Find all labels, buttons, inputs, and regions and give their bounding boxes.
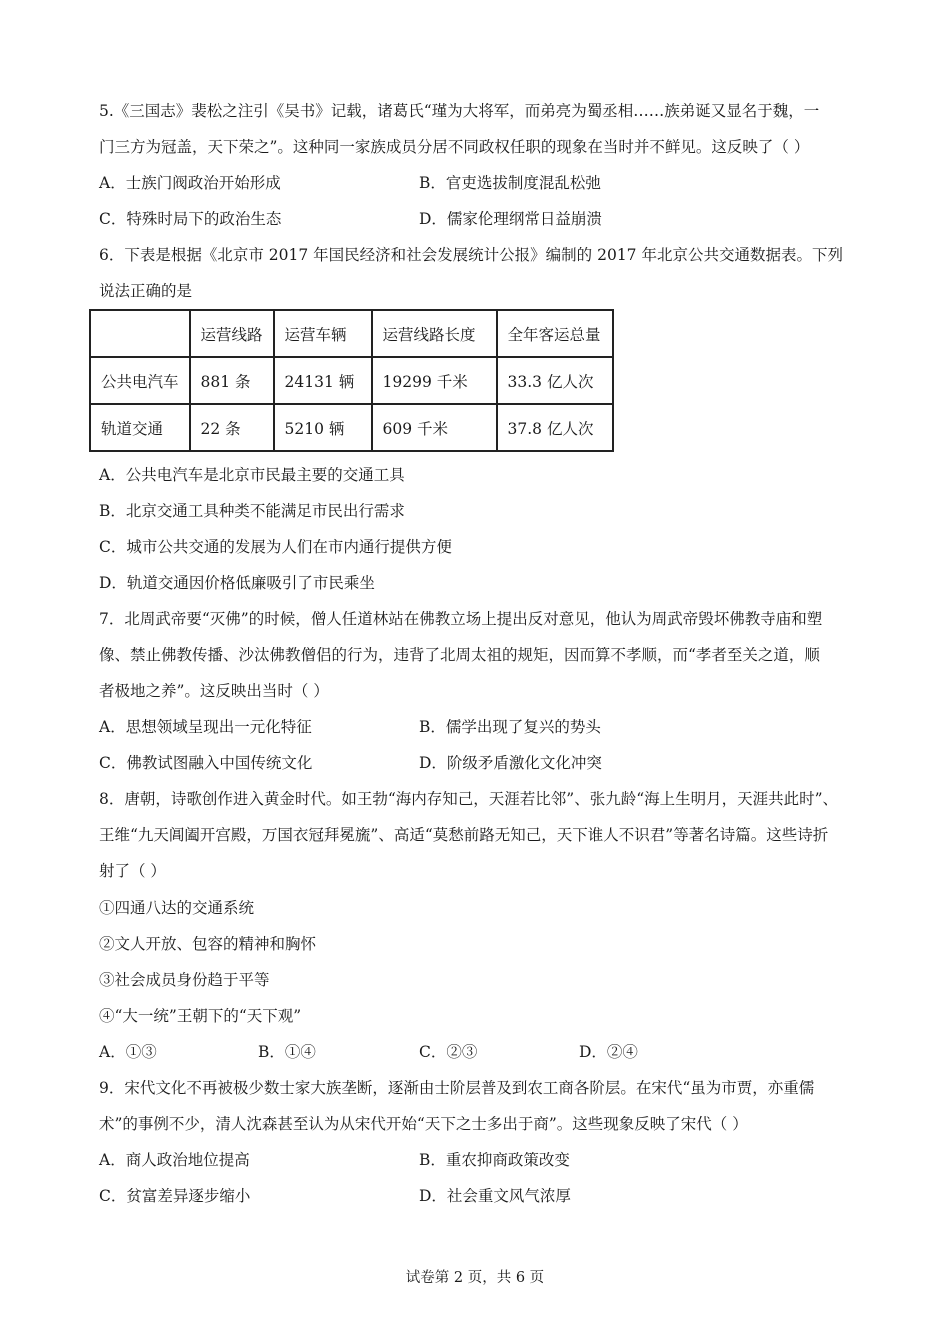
q7-option-d: D．阶级矛盾激化文化冲突 xyxy=(419,754,602,772)
q8-item-4: ④“大一统”王朝下的“天下观” xyxy=(99,1007,302,1025)
table-cell: 轨道交通 xyxy=(90,404,190,451)
q6-stem-line2: 说法正确的是 xyxy=(99,282,193,300)
q5-option-d: D．儒家伦理纲常日益崩溃 xyxy=(419,210,602,228)
q8-item-3: ③社会成员身份趋于平等 xyxy=(99,971,270,989)
q5-stem-line1: 5.《三国志》裴松之注引《吴书》记载，诸葛氏“瑾为大将军，而弟亮为蜀丞相……族弟诞又显名于魏，一 xyxy=(99,102,820,120)
q5-option-b: B．官吏选拔制度混乱松弛 xyxy=(419,174,601,192)
q5-option-a: A．士族门阀政治开始形成 xyxy=(99,174,281,192)
q9-option-c: C．贫富差异逐步缩小 xyxy=(99,1187,251,1205)
q7-stem-line3: 者极地之养”。这反映出当时（ ） xyxy=(99,682,329,700)
q5-option-c: C．特殊时局下的政治生态 xyxy=(99,210,282,228)
q9-stem-line2: 术”的事例不少，清人沈森甚至认为从宋代开始“天下之士多出于商”。这些现象反映了宋代（ ） xyxy=(99,1115,748,1133)
q7-stem-line1: 7．北周武帝要“灭佛”的时候，僧人任道林站在佛教立场上提出反对意见，他认为周武帝毁坏佛教寺庙和塑 xyxy=(99,610,823,628)
q9-option-b: B．重农抑商政策改变 xyxy=(419,1151,570,1169)
table-cell: 33.3 亿人次 xyxy=(497,357,613,404)
table-cell: 37.8 亿人次 xyxy=(497,404,613,451)
table-cell: 5210 辆 xyxy=(274,404,372,451)
page-footer: 试卷第 2 页，共 6 页 xyxy=(405,1270,545,1286)
table-cell: 公共电汽车 xyxy=(90,357,190,404)
q8-option-b: B．①④ xyxy=(258,1043,316,1061)
q8-stem-line3: 射了（ ） xyxy=(99,862,166,880)
q9-option-d: D．社会重文风气浓厚 xyxy=(419,1187,571,1205)
table-cell: 881 条 xyxy=(190,357,274,404)
q5-stem-line2: 门三方为冠盖，天下荣之”。这种同一家族成员分居不同政权任职的现象在当时并不鲜见。这反映了（ ） xyxy=(99,138,810,156)
q7-option-c: C．佛教试图融入中国传统文化 xyxy=(99,754,313,772)
q7-option-b: B．儒学出现了复兴的势头 xyxy=(419,718,601,736)
q8-item-2: ②文人开放、包容的精神和胸怀 xyxy=(99,935,317,953)
q6-option-b: B．北京交通工具种类不能满足市民出行需求 xyxy=(99,502,405,520)
q8-stem-line2: 王维“九天阊阖开宫殿，万国衣冠拜冕旒”、高适“莫愁前路无知己，天下谁人不识君”等著名诗篇。这些诗折 xyxy=(99,826,829,844)
q8-option-a: A．①③ xyxy=(99,1043,157,1061)
q8-stem-line1: 8．唐朝，诗歌创作进入黄金时代。如王勃“海内存知己，天涯若比邻”、张九龄“海上生明月，天涯共此时”、 xyxy=(99,790,839,808)
table-cell: 19299 千米 xyxy=(372,357,497,404)
q9-option-a: A．商人政治地位提高 xyxy=(99,1151,250,1169)
q6-stem-line1: 6．下表是根据《北京市 2017 年国民经济和社会发展统计公报》编制的 2017 年北京公共交通数据表。下列 xyxy=(99,246,843,264)
table-header-cell: 运营线路 xyxy=(190,310,274,357)
table-cell: 22 条 xyxy=(190,404,274,451)
table-header-cell: 运营线路长度 xyxy=(372,310,497,357)
q9-stem-line1: 9．宋代文化不再被极少数士家大族垄断，逐渐由士阶层普及到农工商各阶层。在宋代“虽为市贾，亦重儒 xyxy=(99,1079,815,1097)
q7-stem-line2: 像、禁止佛教传播、沙汰佛教僧侣的行为，违背了北周太祖的规矩，因而算不孝顺，而“孝者至关之道，顺 xyxy=(99,646,820,664)
table-header-cell xyxy=(90,310,190,357)
q7-option-a: A．思想领域呈现出一元化特征 xyxy=(99,718,312,736)
q6-option-d: D．轨道交通因价格低廉吸引了市民乘坐 xyxy=(99,574,375,592)
q6-data-table xyxy=(89,309,614,452)
table-header-cell: 运营车辆 xyxy=(274,310,372,357)
table-header-row xyxy=(90,310,613,357)
table-cell: 609 千米 xyxy=(372,404,497,451)
table-row xyxy=(90,404,613,451)
q8-item-1: ①四通八达的交通系统 xyxy=(99,899,255,917)
table-cell: 24131 辆 xyxy=(274,357,372,404)
q8-option-d: D．②④ xyxy=(579,1043,638,1061)
q6-option-c: C．城市公共交通的发展为人们在市内通行提供方便 xyxy=(99,538,452,556)
q8-option-c: C．②③ xyxy=(419,1043,478,1061)
table-header-cell: 全年客运总量 xyxy=(497,310,613,357)
table-row xyxy=(90,357,613,404)
q6-option-a: A．公共电汽车是北京市民最主要的交通工具 xyxy=(99,466,405,484)
